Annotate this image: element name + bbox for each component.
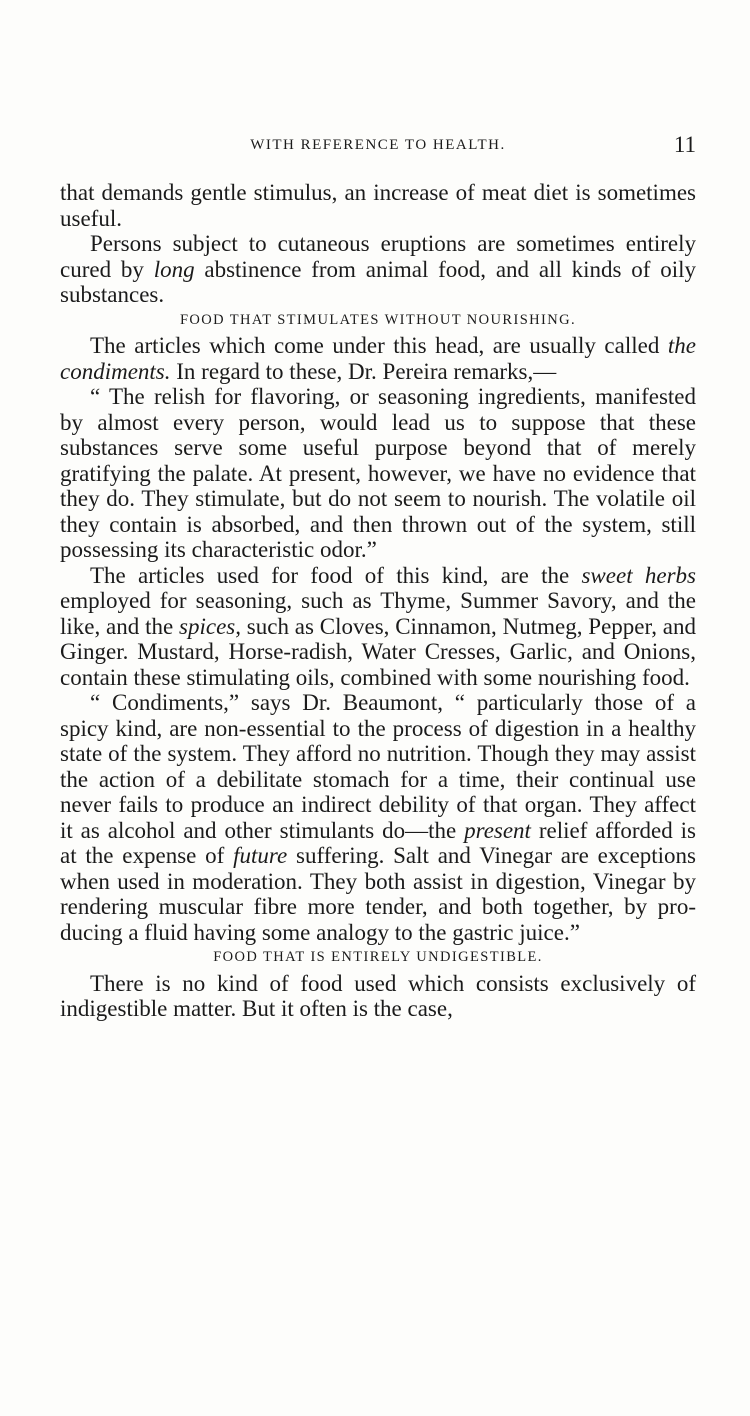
section-heading-undigestible: FOOD THAT IS ENTIRELY UNDIGESTIBLE. [213,949,543,965]
paragraph-cutaneous: Persons subject to cutaneous eruptions are sometimes entirely cured by long abstinence from animal food, and all kinds of oily substances. [60,231,697,307]
body-text [60,180,696,1022]
emphasis-condiments: the condiments. [60,333,696,384]
running-head [60,132,696,158]
emphasis-sweet-herbs: sweet herbs [581,562,696,588]
paragraph-indigestible: There is no kind of food used which consists exclusively of indigestible matter. But it often is the case, [60,970,696,1021]
paragraph-herbs-spices: The articles used for food of this kind, are the sweet herbs employed for seasoning, such as Thyme, Summer Savory, and the like, and the spices, such as Cloves, Cinnamon, Nutmeg, Pepper, and Ginger. Mustard, Horse-radish, Water Cresses, Garlic, and Onions, contain these stimulating oils, combined with some nourishing food. [60,562,697,690]
paragraph-continuation: that demands gentle stimulus, an increase of meat diet is sometimes useful. [60,180,696,231]
emphasis-future: future [233,843,288,868]
emphasis-spices: spices, [179,613,241,639]
emphasis-long: long [153,256,195,282]
emphasis-present: present [464,817,531,843]
running-title: WITH REFERENCE TO HEALTH. [250,137,506,153]
paragraph-beaumont-quote: “ Condiments,” says Dr. Beaumont, “ particularly those of a spicy kind, are non-essential to the process of digestion in a healthy state of the system. They afford no nutrition. Though they may assist the action of a debilitate stomach for a time, their continual use never fails to produce an indirect debility of that organ. They affect it as alcohol and other stimulants do—the present relief afforded is at the expense of future suffering. Salt and Vinegar are exceptions when used in moderation. They both assist in digestion, Vinegar by rendering muscular fibre more tender, and both together, by producing a fluid having some analogy to the gastric juice.” [60,690,697,945]
section-heading-stimulates: FOOD THAT STIMULATES WITHOUT NOURISHING. [179,311,577,328]
paragraph-condiments: The articles which come under this head, are usually called the condiments. In regard to these, Dr. Pereira remarks,— [60,333,696,384]
paragraph-pereira-quote: “ The relish for flavoring, or seasoning ingredients, manifested by almost every person, would lead us to suppose that these substances serve some useful purpose beyond that of merely gratifying the palate. At present, however, we have no evidence that they do. They stimulate, but do not seem to nourish. The volatile oil they contain is absorbed, and then thrown out of the system, still possessing its characteristic odor.” [60,384,696,562]
page-number: 11 [673,132,696,157]
